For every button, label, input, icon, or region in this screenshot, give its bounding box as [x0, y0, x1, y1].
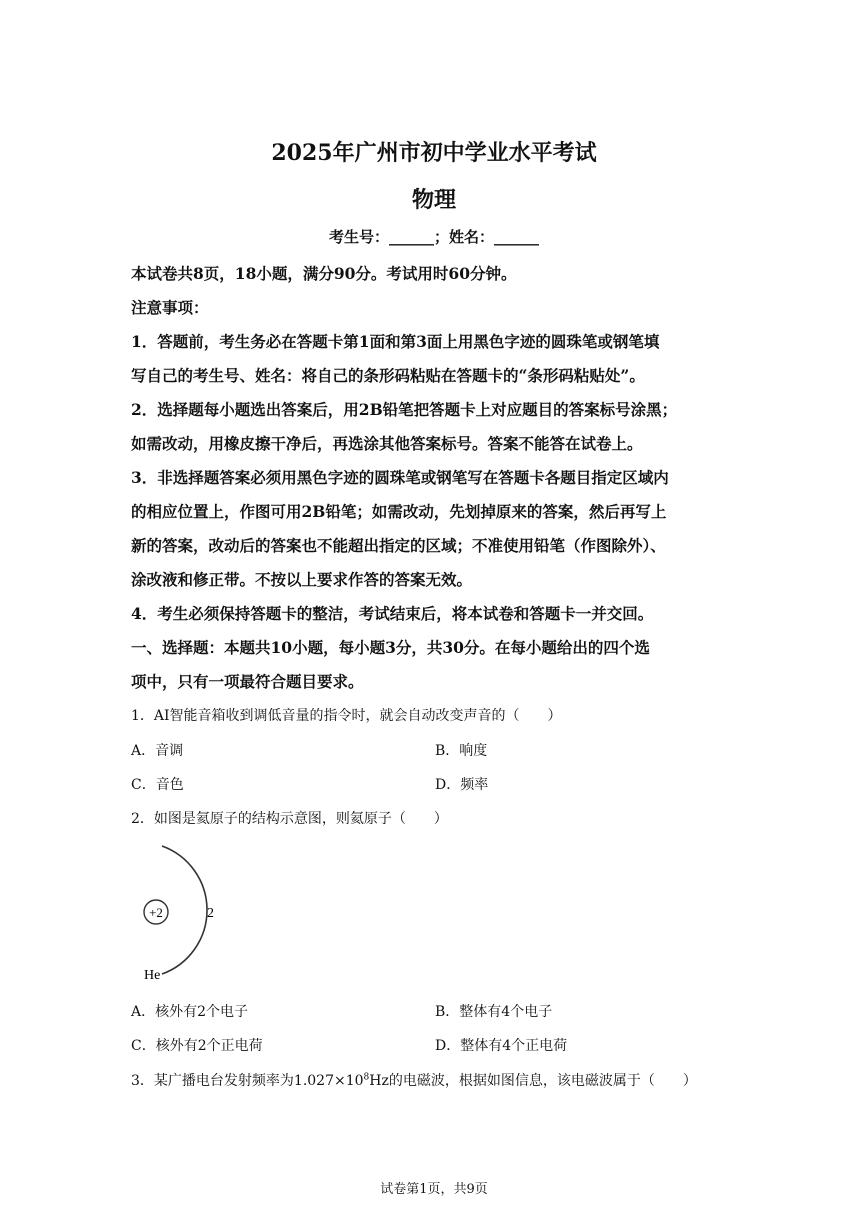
- question-1-option-b: B．响度: [435, 743, 488, 759]
- note-line: 1．答题前，考生务必在答题卡第1面和第3面上用黑色字迹的圆珠笔或钢笔填: [131, 332, 660, 351]
- question-2-option-d: D．整体有4个正电荷: [435, 1038, 568, 1054]
- question-3-frequency-value: 1.027×10: [293, 1073, 364, 1089]
- note-line: 2．选择题每小题选出答案后，用2B铅笔把答题卡上对应题目的答案标号涂黑；: [131, 400, 678, 419]
- question-2-option-a: A．核外有2个电子: [131, 1004, 249, 1020]
- note-line: 4．考生必须保持答题卡的整洁，考试结束后，将本试卷和答题卡一并交回。: [131, 604, 654, 623]
- electron-shell-arc: [162, 846, 207, 974]
- note-line: 涂改液和修正带。不按以上要求作答的答案无效。: [131, 570, 473, 589]
- element-symbol-label: He: [144, 968, 161, 983]
- note-line: 的相应位置上，作图可用2B铅笔；如需改动，先划掉原来的答案，然后再写上: [131, 502, 667, 521]
- note-line: 写自己的考生号、姓名：将自己的条形码粘贴在答题卡的“条形码粘贴处”。: [131, 366, 645, 385]
- section-heading: 一、选择题：本题共10小题，每小题3分，共30分。在每小题给出的四个选: [131, 638, 650, 657]
- question-1-option-d: D．频率: [435, 777, 489, 793]
- note-line: 如需改动，用橡皮擦干净后，再选涂其他答案标号。答案不能答在试卷上。: [131, 434, 643, 453]
- note-line: 3．非选择题答案必须用黑色字迹的圆珠笔或钢笔写在答题卡各题目指定区域内: [131, 468, 669, 487]
- nucleus-charge-label: +2: [149, 905, 163, 920]
- question-1-stem: 1．AI智能音箱收到调低音量的指令时，就会自动改变声音的（ ）: [131, 708, 562, 724]
- candidate-info-line: 考生号：______；姓名：______: [328, 228, 539, 246]
- question-3-stem-prefix: 3．某广播电台发射频率为: [131, 1073, 294, 1089]
- electron-count-label: 2: [207, 906, 214, 921]
- question-3-stem-suffix: 的电磁波，根据如图信息，该电磁波属于（ ）: [388, 1073, 697, 1089]
- question-2-stem: 2．如图是氦原子的结构示意图，则氦原子（ ）: [131, 811, 448, 827]
- question-1-option-a: A．音调: [131, 743, 184, 759]
- note-line: 新的答案，改动后的答案也不能超出指定的区域；不准使用铅笔（作图除外）、: [131, 536, 666, 555]
- question-3-frequency-unit: Hz: [369, 1073, 389, 1089]
- question-2-option-c: C．核外有2个正电荷: [131, 1038, 263, 1054]
- question-3-stem: [131, 1070, 697, 1090]
- page-footer: 试卷第1页，共9页: [380, 1182, 488, 1197]
- notes-heading: 注意事项：: [131, 298, 209, 317]
- exam-intro: 本试卷共8页，18小题，满分90分。考试用时60分钟。: [131, 264, 517, 283]
- subject-title: 物理: [411, 187, 456, 213]
- exam-title: 2025年广州市初中学业水平考试: [271, 140, 597, 166]
- section-heading: 项中，只有一项最符合题目要求。: [131, 672, 364, 691]
- question-3-frequency-exponent: 8: [363, 1072, 370, 1083]
- question-2-option-b: B．整体有4个电子: [435, 1004, 553, 1020]
- helium-atom-diagram: [130, 840, 230, 985]
- question-1-option-c: C．音色: [131, 777, 184, 793]
